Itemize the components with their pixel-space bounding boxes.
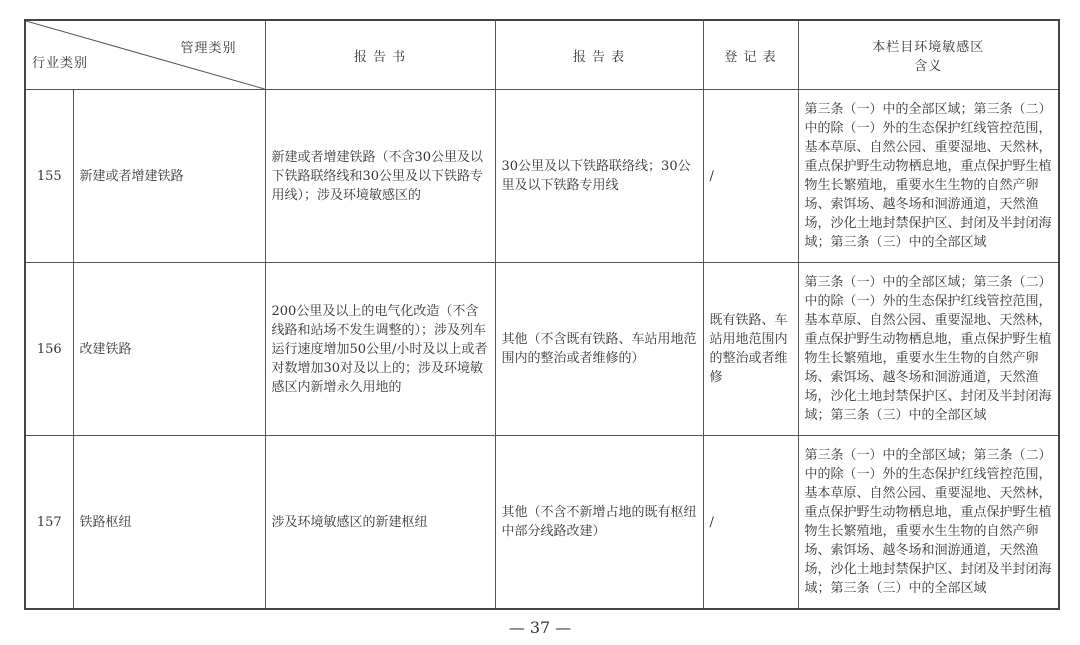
management-category-label: 管理类别 xyxy=(180,41,237,56)
row-number: 155 xyxy=(25,90,73,263)
row-number: 157 xyxy=(25,436,73,610)
sensitive-area-header-line1: 本栏目环境敏感区 xyxy=(872,40,985,55)
table-row xyxy=(25,263,1059,436)
industry-cell: 新建或者增建铁路 xyxy=(73,90,265,263)
diagonal-header-cell xyxy=(25,20,265,90)
page-number: — 37 — xyxy=(508,618,572,637)
report-book-cell: 新建或者增建铁路（不含30公里及以下铁路联络线和30公里及以下铁路专用线）；涉及环境敏感区的 xyxy=(265,90,495,263)
industry-cell: 铁路枢纽 xyxy=(73,436,265,610)
table-row xyxy=(25,90,1059,263)
report-form-cell: 其他（不含既有铁路、车站用地范围内的整治或者维修的） xyxy=(495,263,703,436)
sensitive-area-header-line2: 含义 xyxy=(914,59,943,74)
classification-table xyxy=(24,19,1060,610)
sensitive-area-cell: 第三条（一）中的全部区域；第三条（二）中的除（一）外的生态保护红线管控范围，基本草原、自然公园、重要湿地、天然林，重点保护野生动物栖息地，重点保护野生植物生长繁殖地，重要水生生物的自然产卵场、索饵场、越冬场和洄游通道，天然渔场，沙化土地封禁保护区、封闭及半封闭海域；第三条（三）中的全部区域 xyxy=(798,436,1059,610)
row-number: 156 xyxy=(25,263,73,436)
report-book-cell: 涉及环境敏感区的新建枢纽 xyxy=(265,436,495,610)
table-row xyxy=(25,436,1059,610)
industry-category-label: 行业类别 xyxy=(32,56,89,71)
sensitive-area-cell: 第三条（一）中的全部区域；第三条（二）中的除（一）外的生态保护红线管控范围，基本草原、自然公园、重要湿地、天然林，重点保护野生动物栖息地，重点保护野生植物生长繁殖地，重要水生生物的自然产卵场、索饵场、越冬场和洄游通道，天然渔场，沙化土地封禁保护区、封闭及半封闭海域；第三条（三）中的全部区域 xyxy=(798,90,1059,263)
sensitive-area-header xyxy=(798,20,1059,90)
registration-cell: / xyxy=(703,90,798,263)
sensitive-area-cell: 第三条（一）中的全部区域；第三条（二）中的除（一）外的生态保护红线管控范围，基本草原、自然公园、重要湿地、天然林，重点保护野生动物栖息地，重点保护野生植物生长繁殖地，重要水生生物的自然产卵场、索饵场、越冬场和洄游通道，天然渔场，沙化土地封禁保护区、封闭及半封闭海域；第三条（三）中的全部区域 xyxy=(798,263,1059,436)
report-book-cell: 200公里及以上的电气化改造（不含线路和站场不发生调整的）；涉及列车运行速度增加50公里/小时及以上或者对数增加30对及以上的；涉及环境敏感区内新增永久用地的 xyxy=(265,263,495,436)
report-form-header: 报 告 表 xyxy=(495,20,703,90)
registration-cell: / xyxy=(703,436,798,610)
industry-cell: 改建铁路 xyxy=(73,263,265,436)
registration-form-header: 登 记 表 xyxy=(703,20,798,90)
report-form-cell: 其他（不含不新增占地的既有枢纽中部分线路改建） xyxy=(495,436,703,610)
report-form-cell: 30公里及以下铁路联络线；30公里及以下铁路专用线 xyxy=(495,90,703,263)
registration-cell: 既有铁路、车站用地范围内的整治或者维修 xyxy=(703,263,798,436)
report-book-header: 报 告 书 xyxy=(265,20,495,90)
table-header-row xyxy=(25,20,1059,90)
